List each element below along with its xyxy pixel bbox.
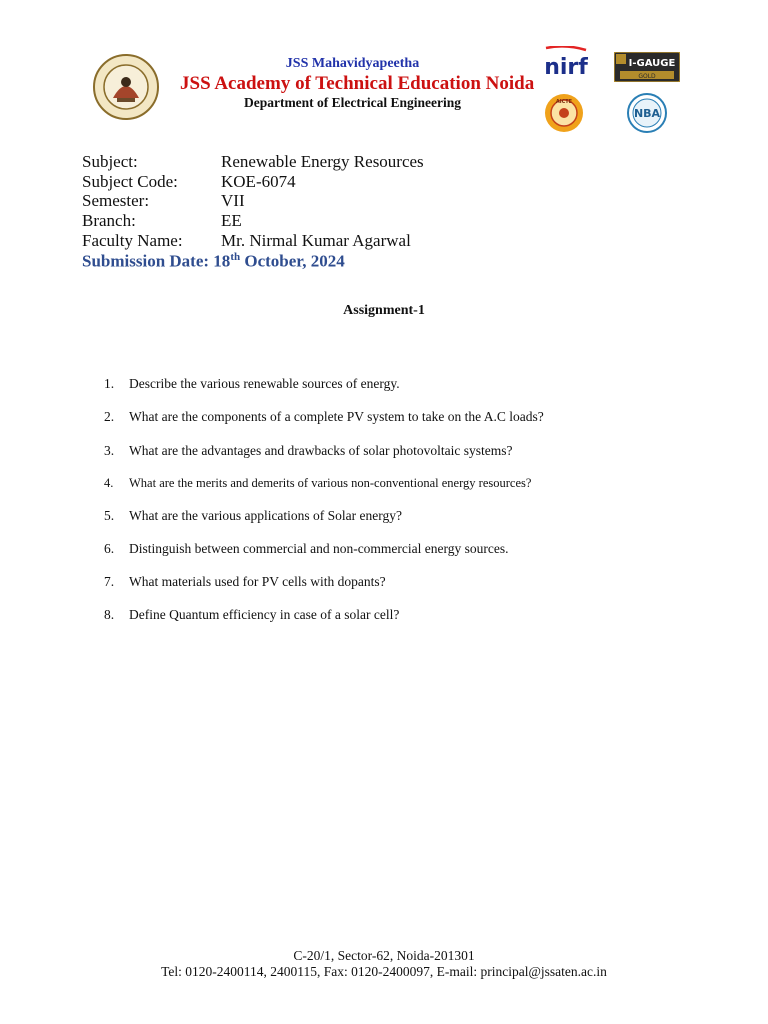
semester-label: Semester:: [82, 191, 150, 210]
igauge-gold-logo: [614, 52, 680, 82]
question-item: [104, 443, 513, 459]
question-text: Define Quantum efficiency in case of a solar cell?: [129, 607, 400, 622]
question-text: Distinguish between commercial and non-commercial energy sources.: [129, 541, 509, 556]
submission-date-rest: October, 2024: [240, 251, 345, 271]
question-item: [104, 476, 531, 491]
submission-date-prefix: Submission Date: 18: [82, 251, 231, 271]
college-seal-logo: [93, 54, 159, 120]
faculty-label: Faculty Name:: [82, 231, 183, 250]
submission-date-suffix-sup: th: [230, 251, 241, 263]
question-text: What are the merits and demerits of various non-conventional energy resources?: [129, 476, 532, 490]
nirf-logo: [542, 46, 590, 80]
subject-label: Subject:: [82, 152, 138, 171]
question-item: [104, 409, 544, 425]
igauge-text: I-GAUGE: [628, 58, 676, 69]
question-text: What are the components of a complete PV system to take on the A.C loads?: [129, 409, 544, 424]
aicte-text: AICTE: [555, 99, 573, 105]
subject-code-value: KOE-6074: [221, 172, 296, 191]
question-item: [104, 607, 399, 623]
igauge-grade-text: GOLD: [638, 73, 656, 80]
question-item: [104, 574, 386, 590]
institute-name: JSS Academy of Technical Education Noida: [180, 73, 535, 94]
question-number: 5.: [104, 508, 115, 523]
submission-date: [82, 251, 345, 272]
question-text: Describe the various renewable sources of energy.: [129, 376, 400, 391]
question-text: What materials used for PV cells with dopants?: [129, 574, 386, 589]
footer-address: C-20/1, Sector-62, Noida-201301: [293, 948, 475, 963]
subject-code-label: Subject Code:: [82, 172, 178, 191]
question-item: [104, 541, 509, 557]
semester-value: VII: [221, 191, 245, 210]
question-number: 3.: [104, 443, 115, 458]
subject-value: Renewable Energy Resources: [221, 152, 424, 171]
nba-logo: [627, 93, 667, 133]
question-number: 2.: [104, 409, 115, 424]
question-number: 8.: [104, 607, 115, 622]
nirf-logo-text: nirf: [544, 55, 588, 80]
question-text: What are the various applications of Solar energy?: [129, 508, 403, 523]
question-item: [104, 508, 402, 524]
question-number: 4.: [104, 476, 114, 490]
question-number: 7.: [104, 574, 115, 589]
parent-org-name: JSS Mahavidyapeetha: [285, 56, 420, 71]
aicte-logo: [544, 93, 584, 133]
question-text: What are the advantages and drawbacks of solar photovoltaic systems?: [129, 443, 513, 458]
faculty-value: Mr. Nirmal Kumar Agarwal: [221, 231, 411, 250]
nba-text: NBA: [633, 107, 661, 120]
question-number: 1.: [104, 376, 115, 391]
question-number: 6.: [104, 541, 115, 556]
branch-value: EE: [221, 211, 242, 230]
assignment-title: Assignment-1: [343, 303, 425, 318]
footer-contact: Tel: 0120-2400114, 2400115, Fax: 0120-2400097, E-mail: principal@jssaten.ac.in: [161, 964, 607, 979]
question-item: [104, 376, 400, 392]
department-name: Department of Electrical Engineering: [243, 95, 462, 110]
branch-label: Branch:: [82, 211, 136, 230]
